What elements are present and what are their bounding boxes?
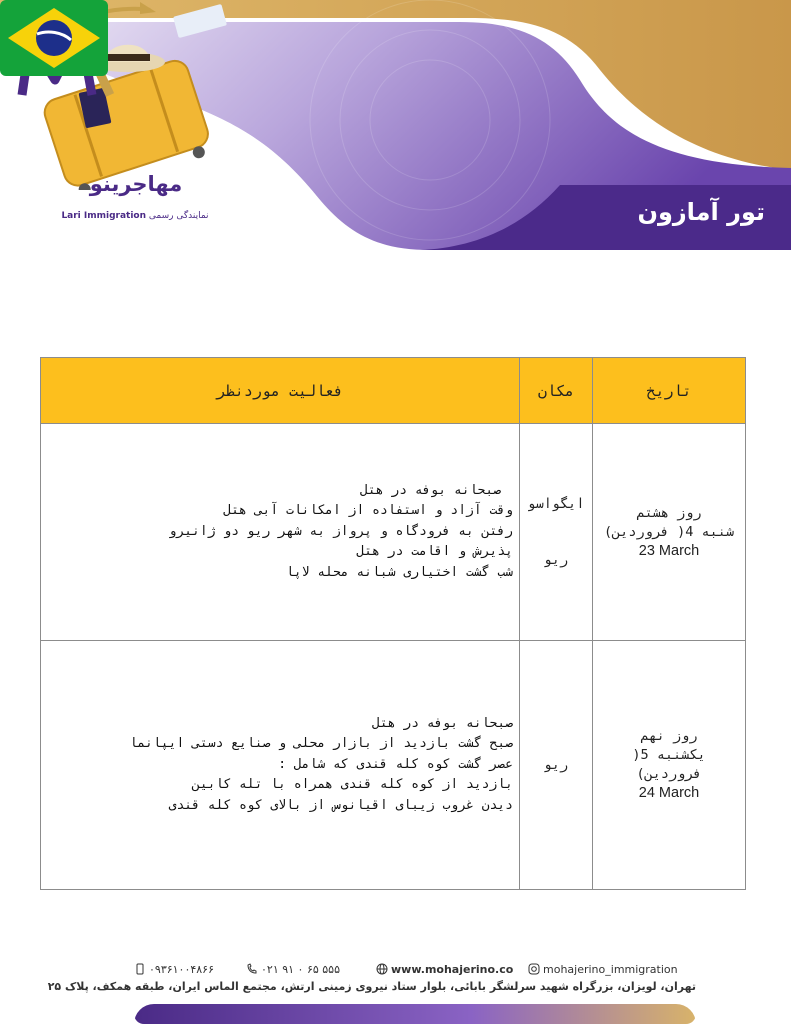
brand-name: مهاجرینو — [89, 172, 183, 196]
header-place: مکان — [520, 358, 593, 424]
date-en: 23 March — [638, 542, 700, 559]
phone-number: ۰۲۱ ۹۱ ۰ ۶۵ ۵۵۵ — [261, 962, 340, 976]
footer-website — [376, 960, 513, 978]
day-label: روز نهم — [640, 728, 698, 744]
place-cell — [520, 641, 593, 890]
date-cell — [593, 424, 746, 641]
activity-line: پذیرش و اقامت در هتل — [356, 544, 513, 560]
footer-address: تهران، لویزان، بزرگراه شهید سرلشگر بابائی، بلوار ستاد نیروی زمینی ارتش، مجتمع الماس ایران، طبقه همکف، پلاک ۲۵ — [47, 980, 696, 993]
day-label: روز هشتم — [636, 504, 702, 521]
activity-line: صبحانه بوفه در هتل — [372, 715, 513, 731]
tour-title: تور آمازون — [637, 198, 765, 226]
place-label: ریو — [543, 552, 569, 568]
footer-instagram — [528, 960, 678, 978]
table-row — [41, 641, 746, 890]
activity-line: رفتن به فرودگاه و پرواز به شهر ریو دو ژانیرو — [168, 523, 513, 539]
activity-cell — [41, 641, 520, 890]
mobile-phone-icon — [134, 963, 146, 975]
header-activity: فعالیت موردنظر — [41, 358, 520, 424]
brand-subtitle-en: Lari Immigration — [61, 211, 147, 221]
table-header-row — [41, 358, 746, 424]
table-row — [41, 424, 746, 641]
globe-icon — [376, 963, 388, 975]
brand-subtitle — [50, 211, 220, 221]
activity-line: صبح گشت بازدید از بازار محلی و صنایع دستی ایپانما — [129, 736, 513, 752]
header-date: تاریخ — [593, 358, 746, 424]
instagram-handle[interactable]: mohajerino_immigration — [543, 962, 678, 976]
activity-line: بازدید از کوه کله قندی همراه با تله کابین — [192, 777, 513, 793]
footer-phone — [246, 960, 340, 978]
weekday-label: یکشنبه 5( — [632, 747, 706, 763]
activity-line: وقت آزاد و استفاده از امکانات آبی هتل — [223, 503, 513, 519]
weekday-label: شنبه 4( فروردین) — [603, 523, 735, 540]
activity-cell — [41, 424, 520, 641]
footer-bar — [134, 1004, 696, 1024]
phone-icon — [246, 963, 258, 975]
footer-mobile — [134, 960, 214, 978]
activity-line: دیدن غروب زیبای اقیانوس از بالای کوه کله قندی — [168, 797, 513, 813]
date-cell — [593, 641, 746, 890]
brazil-flag-icon — [0, 0, 108, 76]
weekday-label-2: فروردین) — [636, 766, 702, 782]
mobile-number: ۰۹۳۶۱۰۰۴۸۶۶ — [149, 962, 214, 976]
itinerary-table — [40, 357, 746, 890]
place-cell — [520, 424, 593, 641]
place-label: ایگواسو — [527, 496, 585, 512]
activity-line: صبحانه بوفه در هتل — [360, 482, 501, 498]
header-banner — [0, 0, 791, 265]
brand-subtitle-fa: نمایندگی رسمی — [148, 211, 209, 221]
website-url[interactable]: www.mohajerino.co — [391, 962, 514, 976]
date-en: 24 March — [638, 785, 700, 801]
activity-line: عصر گشت کوه کله قندی که شامل : — [278, 756, 513, 772]
activity-line: شب گشت اختیاری شبانه محله لاپا — [286, 564, 513, 580]
place-label: ریو — [543, 757, 569, 773]
instagram-icon — [528, 963, 540, 975]
